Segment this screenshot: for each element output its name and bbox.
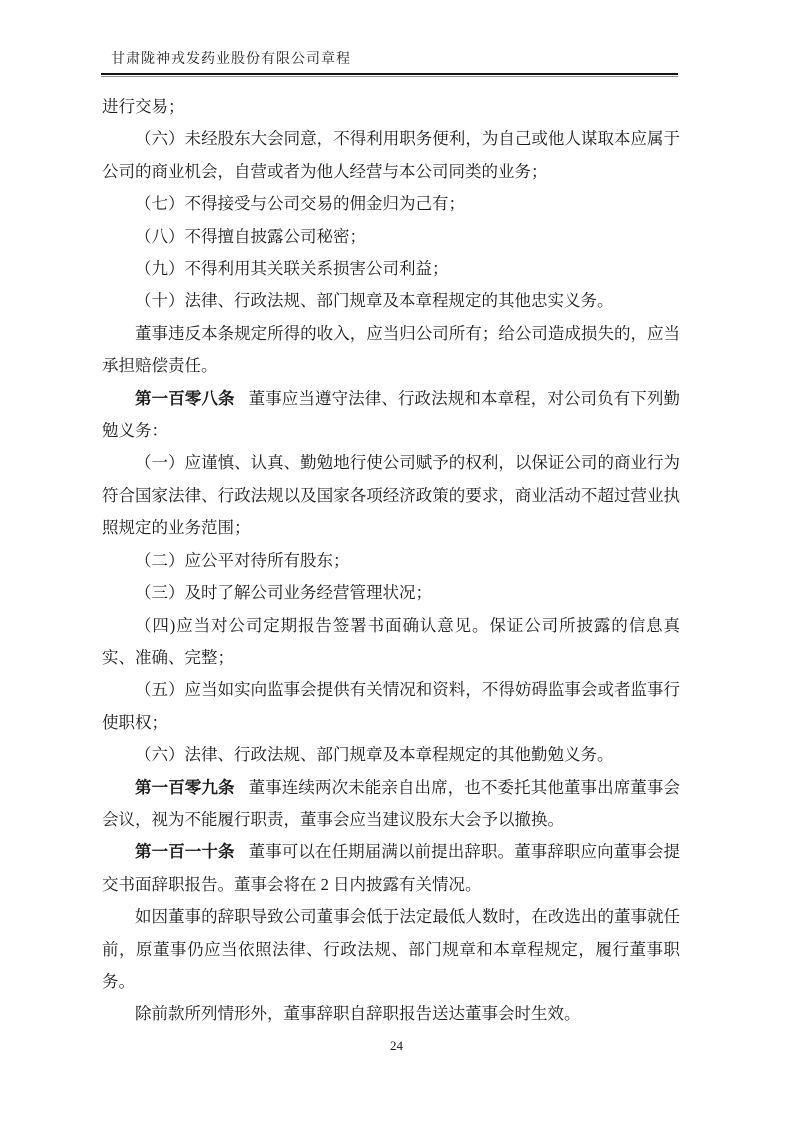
article-number: 第一百一十条	[135, 842, 235, 862]
header-title: 甘肃陇神戎发药业股份有限公司章程	[111, 52, 351, 67]
article-paragraph: 第一百零九条 董事连续两次未能亲自出席，也不委托其他董事出席董事会会议，视为不能履行职责，董事会应当建议股东大会予以撤换。	[102, 777, 681, 829]
paragraph: （五）应当如实向监事会提供有关情况和资料，不得妨碍监事会或者监事行使职权；	[102, 680, 680, 732]
paragraph: （一）应谨慎、认真、勤勉地行使公司赋予的权利，以保证公司的商业行为符合国家法律、行政法规以及国家各项经济政策的要求，商业活动不超过营业执照规定的业务范围；	[102, 453, 680, 538]
paragraph: （九）不得利用其关联关系损害公司利益；	[135, 259, 449, 279]
article-number: 第一百零九条	[135, 777, 235, 797]
paragraph: 除前款所列情形外，董事辞职自辞职报告送达董事会时生效。	[135, 1004, 581, 1024]
header-rule	[101, 73, 678, 77]
page-number: 24	[390, 1038, 403, 1053]
paragraph: （三）及时了解公司业务经营管理状况；	[135, 583, 432, 603]
paragraph: （七）不得接受与公司交易的佣金归为己有；	[135, 194, 465, 214]
paragraph: （八）不得擅自披露公司秘密；	[135, 226, 366, 246]
paragraph: 董事违反本条规定所得的收入，应当归公司所有；给公司造成损失的，应当承担赔偿责任。	[102, 323, 680, 376]
paragraph: （四)应当对公司定期报告签署书面确认意见。保证公司所披露的信息真实、准确、完整；	[102, 615, 680, 667]
article-paragraph: 第一百零八条 董事应当遵守法律、行政法规和本章程，对公司负有下列勤勉义务：	[102, 388, 681, 441]
paragraph: （二）应公平对待所有股东；	[135, 550, 350, 570]
paragraph: 进行交易；	[102, 97, 185, 116]
paragraph: （六）法律、行政法规、部门规章及本章程规定的其他勤勉义务。	[135, 745, 614, 765]
article-number: 第一百零八条	[135, 388, 235, 408]
page-header	[101, 50, 678, 77]
document-body	[102, 91, 680, 1031]
paragraph: （六）未经股东大会同意，不得利用职务便利，为自己或他人谋取本应属于公司的商业机会，自营或者为他人经营与本公司同类的业务；	[102, 129, 680, 181]
paragraph: （十）法律、行政法规、部门规章及本章程规定的其他忠实义务。	[135, 291, 614, 311]
paragraph: 如因董事的辞职导致公司董事会低于法定最低人数时，在改选出的董事就任前，原董事仍应当依照法律、行政法规、部门规章和本章程规定，履行董事职务。	[102, 907, 680, 991]
article-paragraph: 第一百一十条 董事可以在任期届满以前提出辞职。董事辞职应向董事会提交书面辞职报告。董事会将在 2 日内披露有关情况。	[102, 842, 681, 894]
